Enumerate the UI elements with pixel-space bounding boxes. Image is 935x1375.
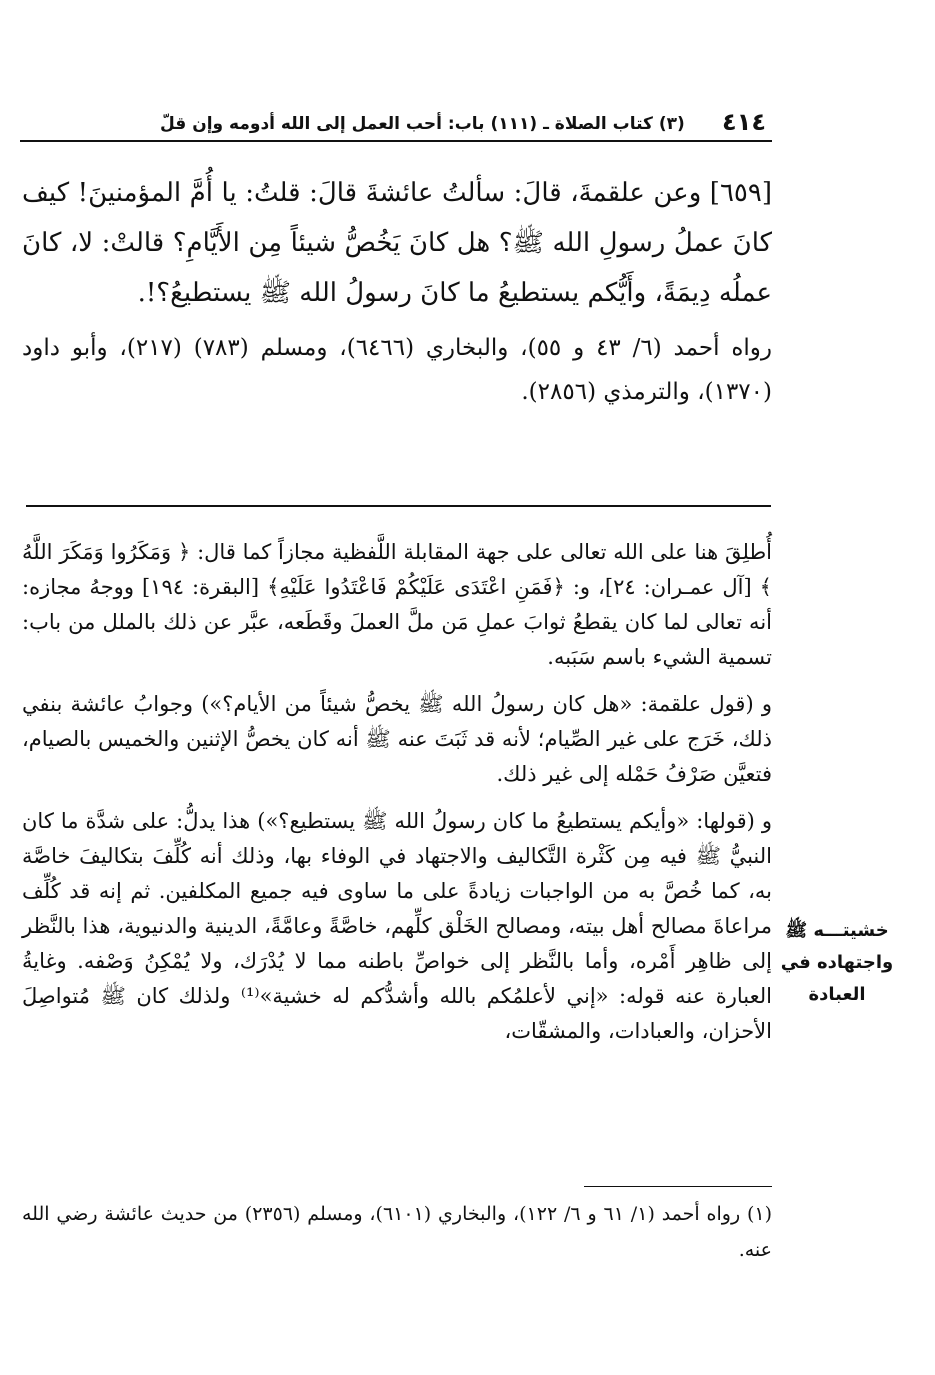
page-number: ٤١٤ <box>722 108 766 136</box>
commentary-paragraph-1: أُطلِقَ هنا على الله تعالى على جهة المقابلة اللَّفظية مجازاً كما قال: ﴿ وَمَكَرُوا وَمَكَرَ اللَّهُ ﴾ [آل عمـران: ٢٤]، و: ﴿فَمَنِ اعْتَدَى عَلَيْكُمْ فَاعْتَدُوا عَلَيْهِ﴾ [البقرة: ١٩٤] ووجهُ مجازه: أنه تعالى لما كان يقطعُ ثوابَ عملِ مَن ملَّ العملَ وقَطَعه، عبَّر عن ذلك بالملل من باب: تسمية الشيء باسم سَبَبه. <box>22 540 772 669</box>
page-header <box>20 108 772 142</box>
commentary-paragraph-3: و (قولها: «وأيكم يستطيعُ ما كان رسولُ الله ﷺ يستطيع؟») هذا يدلُّ: على شدَّة ما كان النبيُّ ﷺ فيه مِن كَثْرة التَّكاليف والاجتهاد في الوفاء بها، وذلك أنه كُلِّفَ بتكاليفَ خاصَّة به، كما خُصَّ به من الواجبات زيادةً على ما ساوى فيه جميع المكلفين. ثم إنه قد كُلِّف مراعاةَ مصالح أهل بيته، ومصالح الخَلْق كلِّهم، خاصَّةً وعامَّةً، الدينية والدنيوية، هذا بالنَّظر إلى ظاهِر أَمْره، وأما بالنَّظر إلى خواصِّ باطنه مما لا يُدْرَك، ولا يُمْكِنُ وَصْفه. وغايةُ العبارة عنه قوله: «إني لأعلمُكم بالله وأشدُّكم له خشية»⁽¹⁾ ولذلك كان ﷺ مُتواصِلَ الأحزان، والعبادات، والمشقّات، <box>22 809 772 1043</box>
commentary-block <box>22 535 772 1061</box>
margin-note-line-1: خشيتـــه ﷺ <box>785 920 889 941</box>
margin-note-line-2: واجتهاده في <box>780 952 894 973</box>
footnote-rule <box>584 1186 772 1187</box>
section-divider <box>26 505 771 507</box>
margin-note <box>778 915 896 1011</box>
hadith-source: رواه أحمد (٦/ ٤٣ و ٥٥)، والبخاري (٦٤٦٦)، ومسلم (٧٨٣) (٢١٧)، وأبو داود (١٣٧٠)، والترمذي (٢٨٥٦). <box>22 335 773 405</box>
footnote-text: (١) رواه أحمد (١/ ٦١ و ٦/ ١٢٢)، والبخاري (٦١٠١)، ومسلم (٢٣٥٦) من حديث عائشة رضي الله عنه. <box>22 1203 773 1261</box>
commentary-paragraph-2: و (قول علقمة: «هل كان رسولُ الله ﷺ يخصُّ شيئاً من الأيام؟») وجوابُ عائشة بنفي ذلك، خَرَج على غير الصِّيام؛ لأنه قد ثَبَتَ عنه ﷺ أنه كان يخصُّ الإثنين والخميس بالصيام، فتعيَّن صَرْفُ حَمْله إلى غير ذلك. <box>22 692 772 786</box>
margin-note-line-3: العبادة <box>808 984 866 1005</box>
hadith-block <box>22 168 772 414</box>
footnote <box>22 1196 772 1268</box>
running-title: (٣) كتاب الصلاة ـ (١١١) باب: أحب العمل إلى الله أدومه وإن قلّ <box>160 114 685 134</box>
hadith-text: [٦٥٩] وعن علقمةَ، قالَ: سألتُ عائشةَ قالَ: قلتُ: يا أُمَّ المؤمنينَ! كيف كانَ عملُ رسولِ الله ﷺ؟ هل كانَ يَخُصُّ شيئاً مِن الأَيَّامِ؟ قالتْ: لا، كانَ عملُه دِيمَةً، وأَيُّكم يستطيعُ ما كانَ رسولُ الله ﷺ يستطيعُ؟!. <box>22 178 772 308</box>
